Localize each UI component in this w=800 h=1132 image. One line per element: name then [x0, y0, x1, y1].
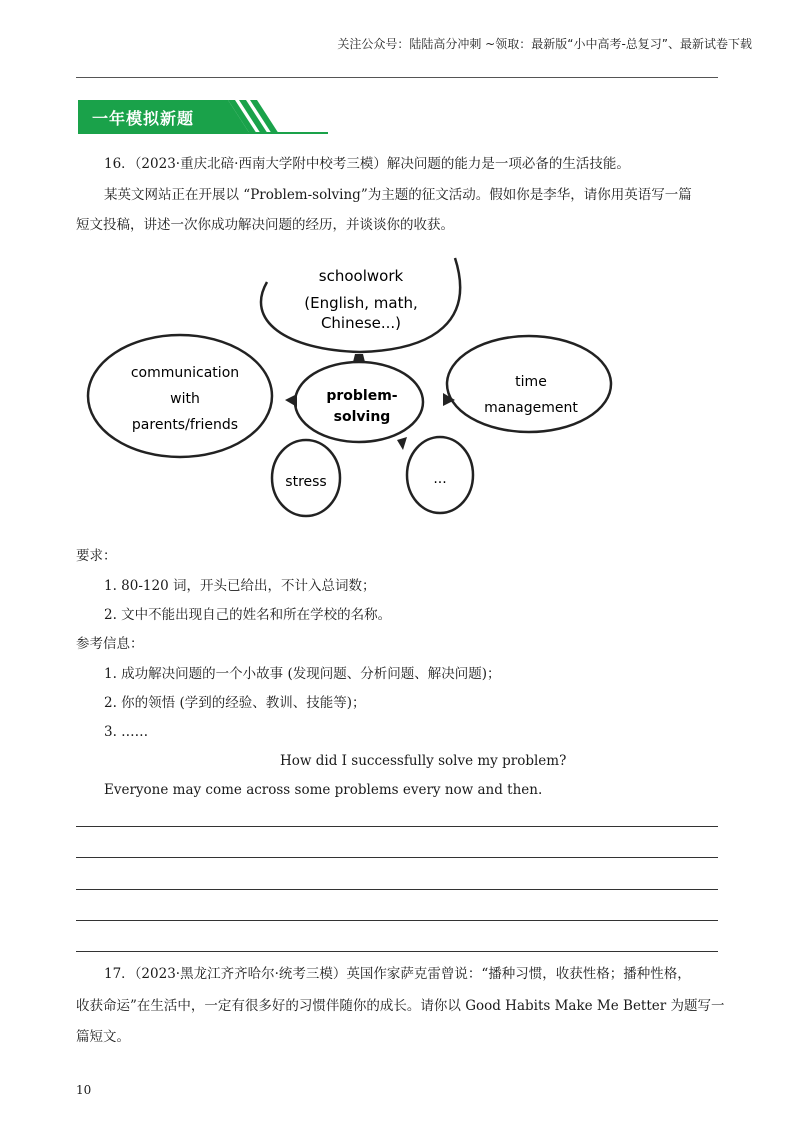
q16-line3: 短文投稿，讲述一次你成功解决问题的经历，并谈谈你的收获。 — [76, 217, 454, 233]
arrow-up-icon — [353, 354, 365, 362]
reference-1: 1. 成功解决问题的一个小故事 (发现问题、分析问题、解决问题)； — [104, 666, 501, 682]
left-node-line1: communication — [130, 365, 240, 381]
section-banner-title: 一年模拟新题 — [92, 109, 195, 128]
q16-line2: 某英文网站正在开展以 “Problem-solving”为主题的征文活动。假如你是李华，请你用英语写一篇 — [104, 187, 692, 203]
center-node-line2: solving — [333, 409, 391, 425]
arrow-down-right-icon — [397, 437, 407, 450]
right-node-line1: time — [515, 374, 547, 390]
essay-opening: Everyone may come across some problems every now and then. — [104, 782, 543, 798]
header-rule — [76, 77, 718, 78]
left-node-line3: parents/friends — [131, 417, 239, 433]
answer-line — [76, 889, 718, 890]
requirement-1: 1. 80-120 词，开头已给出，不计入总词数； — [104, 578, 376, 594]
top-node-line3: Chinese...) — [320, 314, 402, 332]
answer-line — [76, 951, 718, 952]
requirements-title: 要求： — [76, 548, 117, 564]
right-node-line2: management — [484, 400, 578, 416]
answer-line — [76, 920, 718, 921]
essay-title: How did I successfully solve my problem? — [280, 753, 567, 769]
reference-2: 2. 你的领悟 (学到的经验、教训、技能等)； — [104, 695, 366, 711]
page-number: 10 — [76, 1083, 92, 1097]
answer-line — [76, 826, 718, 827]
q17-line2: 收获命运”在生活中，一定有很多好的习惯伴随你的成长。请你以 Good Habits Make Me Better 为题写一 — [76, 998, 725, 1014]
answer-line — [76, 857, 718, 858]
q17-line3: 篇短文。 — [76, 1029, 130, 1045]
reference-3: 3. …… — [104, 724, 149, 740]
header-text: 关注公众号：陆陆高分冲刺 ~领取：最新版“小中高考-总复习”、最新试卷下载 — [337, 37, 752, 51]
mind-map-diagram — [85, 250, 625, 525]
reference-title: 参考信息： — [76, 636, 144, 652]
top-node-line2: (English, math, — [304, 294, 418, 312]
requirement-2: 2. 文中不能出现自己的姓名和所在学校的名称。 — [104, 607, 392, 623]
bottom-right-node: ... — [433, 471, 447, 487]
top-node-line1: schoolwork — [318, 267, 404, 285]
bottom-left-node: stress — [285, 474, 327, 490]
center-node-line1: problem- — [326, 388, 398, 404]
left-node-line2: with — [170, 391, 200, 407]
arrow-left-icon — [285, 394, 297, 407]
q17-line1: 17．（2023·黑龙江齐齐哈尔·统考三模）英国作家萨克雷曾说：“播种习惯，收获性格；播种性格， — [104, 966, 691, 982]
q16-line1: 16．（2023·重庆北碚·西南大学附中校考三模）解决问题的能力是一项必备的生活技能。 — [104, 156, 630, 172]
